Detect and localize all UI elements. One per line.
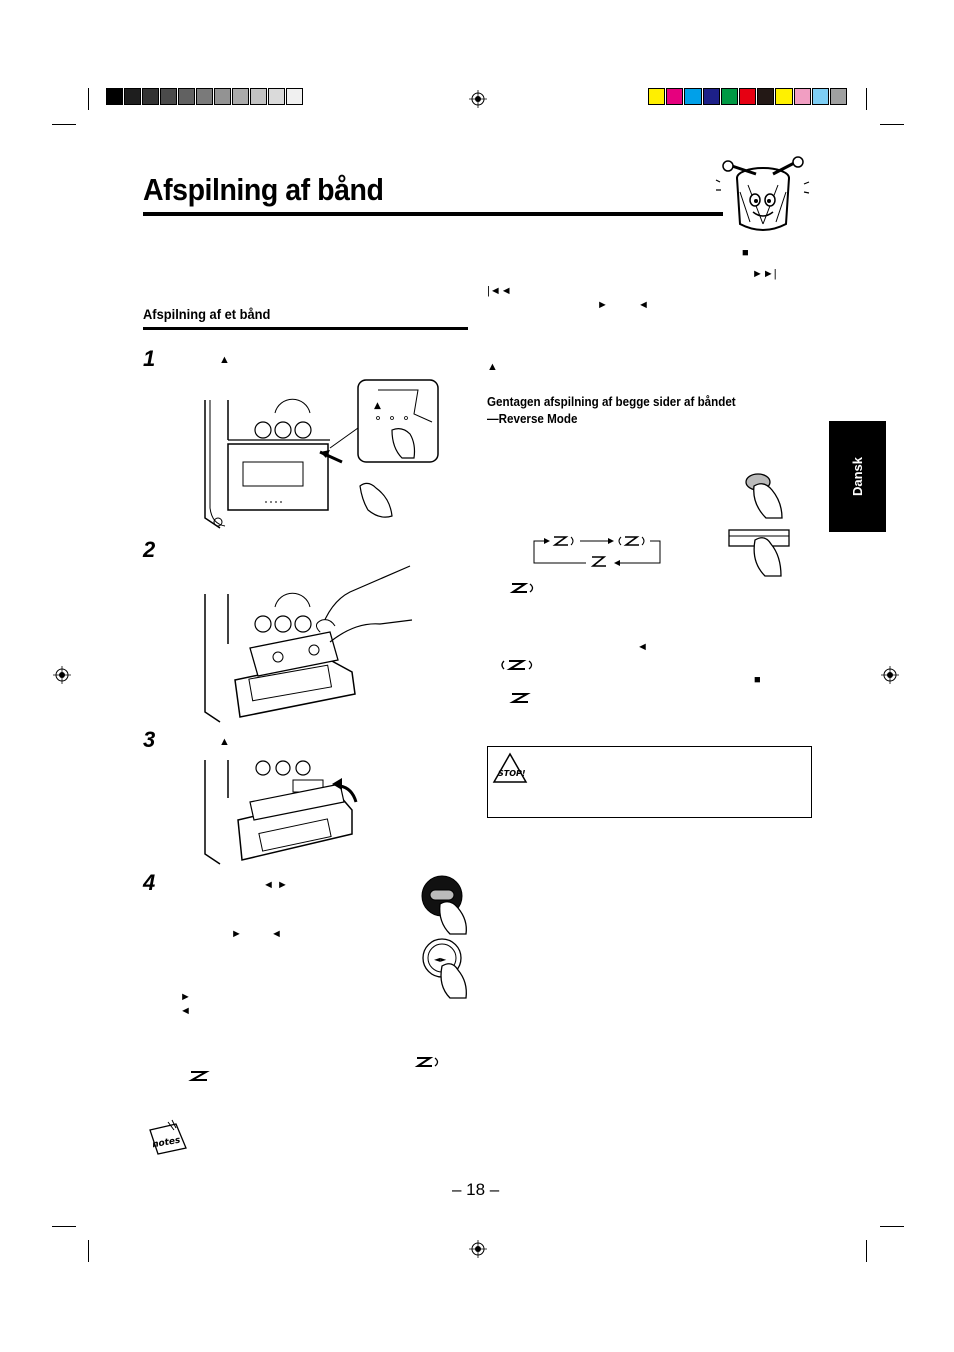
crop-mark — [88, 1240, 89, 1262]
calibration-swatch — [703, 88, 720, 105]
crop-mark — [88, 88, 89, 110]
step-number: 2 — [143, 537, 156, 562]
registration-target-icon — [469, 90, 487, 108]
calibration-swatch — [250, 88, 267, 105]
step-number: 4 — [143, 870, 156, 895]
previous-symbol: |◄◄ — [487, 285, 512, 297]
calibration-swatch — [739, 88, 756, 105]
svg-text:▲: ▲ — [374, 401, 381, 411]
calibration-swatch — [684, 88, 701, 105]
one-side-mode-icon — [509, 692, 533, 704]
calibration-swatch — [666, 88, 683, 105]
title-rule — [143, 212, 723, 216]
cassette-close-illustration — [180, 758, 370, 868]
drum-mascot-icon — [718, 152, 808, 240]
page-title: Afspilning af bånd — [143, 172, 384, 207]
svg-text:◄►: ◄► — [434, 955, 447, 964]
calibration-swatch — [142, 88, 159, 105]
crop-mark — [866, 88, 867, 110]
registration-target-icon — [53, 666, 71, 684]
reverse-mode-icon — [414, 1056, 442, 1068]
section-heading: Afspilning af et bånd — [143, 306, 271, 322]
cassette-insert-illustration — [180, 562, 415, 727]
reverse-mode-icon — [509, 582, 539, 594]
play-reverse-symbol: ◄ — [637, 641, 648, 653]
step-number: 3 — [143, 727, 156, 752]
reverse-mode-heading — [487, 394, 736, 428]
calibration-swatch — [268, 88, 285, 105]
reverse-mode-button-press-icon — [740, 470, 790, 520]
remote-play-button-press-icon — [418, 938, 472, 1000]
calibration-swatch — [286, 88, 303, 105]
stop-symbol: ■ — [754, 674, 761, 686]
reverse-mode-heading-line1: Gentagen afspilning af begge sider af båndet — [487, 395, 736, 409]
step-number: 1 — [143, 346, 156, 371]
language-tab-label: Dansk — [850, 456, 865, 497]
stop-label: STOP! — [498, 769, 526, 778]
calibration-swatch — [721, 88, 738, 105]
calibration-swatch — [775, 88, 792, 105]
calibration-swatch — [648, 88, 665, 105]
eject-symbol: ▲ — [487, 361, 498, 373]
calibration-swatch — [757, 88, 774, 105]
eject-symbol: ▲ — [219, 736, 230, 748]
calibration-swatch — [178, 88, 195, 105]
calibration-swatch — [812, 88, 829, 105]
crop-mark — [52, 124, 76, 125]
reverse-mode-cycle-diagram — [530, 533, 665, 569]
notes-icon — [146, 1120, 190, 1156]
play-forward-symbol: ► — [231, 928, 242, 940]
registration-target-icon — [469, 1240, 487, 1258]
cassette-deck-eject-illustration — [180, 378, 442, 528]
page-number: – 18 – — [452, 1180, 500, 1199]
calibration-swatch — [160, 88, 177, 105]
stop-symbol: ■ — [742, 247, 749, 259]
play-reverse-symbol: ◄ — [180, 1005, 191, 1017]
reverse-mode-heading-line2: —Reverse Mode — [487, 412, 578, 426]
crop-mark — [866, 1240, 867, 1262]
stop-warning-icon — [492, 752, 528, 784]
calibration-swatch — [106, 88, 123, 105]
registration-target-icon — [881, 666, 899, 684]
eject-symbol: ▲ — [219, 354, 230, 366]
crop-mark — [880, 1226, 904, 1227]
next-symbol: ►►| — [752, 268, 777, 280]
calibration-swatch — [794, 88, 811, 105]
crop-mark — [880, 124, 904, 125]
calibration-swatch — [124, 88, 141, 105]
notes-label: notes — [151, 1135, 182, 1151]
play-reverse-symbol: ◄ — [638, 299, 649, 311]
calibration-swatch — [214, 88, 231, 105]
calibration-swatch — [232, 88, 249, 105]
calibration-swatch — [830, 88, 847, 105]
play-forward-symbol: ► — [597, 299, 608, 311]
crop-mark — [52, 1226, 76, 1227]
section-rule — [143, 327, 468, 330]
one-side-mode-icon — [188, 1070, 210, 1082]
remote-reverse-button-press-icon — [727, 528, 792, 578]
language-tab — [829, 421, 886, 532]
play-forward-symbol: ► — [180, 991, 191, 1003]
calibration-swatch — [196, 88, 213, 105]
play-reverse-symbol: ◄ — [271, 928, 282, 940]
play-both-symbol: ◄ ► — [263, 879, 288, 891]
continuous-reverse-mode-icon — [499, 659, 539, 671]
play-button-press-icon — [420, 874, 472, 936]
caution-box — [487, 746, 812, 818]
